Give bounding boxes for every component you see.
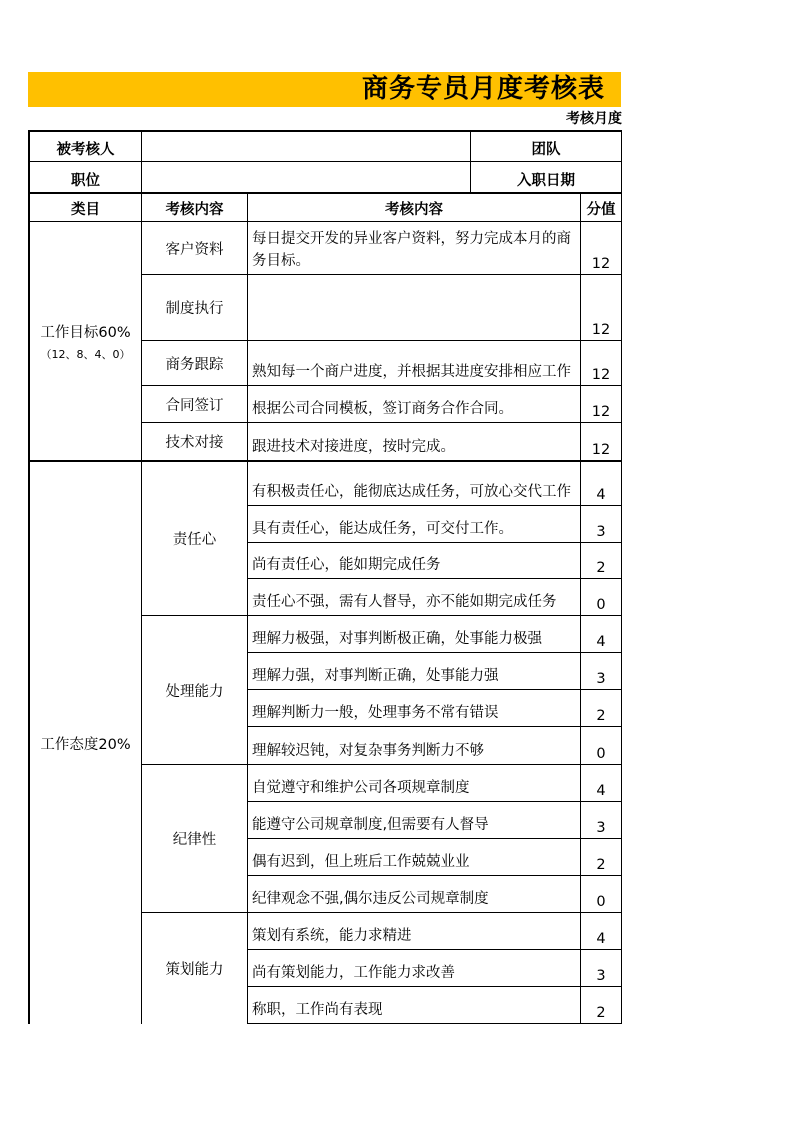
page-title: 商务专员月度考核表 [361, 74, 605, 104]
score-value: 12 [580, 274, 622, 341]
score-value: 0 [580, 726, 622, 765]
score-value: 3 [580, 949, 622, 987]
criteria-text: 理解较迟钝，对复杂事务判断力不够 [247, 726, 581, 765]
criteria-text: 责任心不强，需有人督导，亦不能如期完成任务 [247, 578, 581, 616]
criteria-text: 理解判断力一般，处理事务不常有错误 [247, 689, 581, 727]
score-value: 4 [580, 912, 622, 950]
criteria-text: 尚有策划能力，工作能力求改善 [247, 949, 581, 987]
sub-item-label: 制度执行 [141, 274, 248, 341]
position-field[interactable] [141, 161, 471, 193]
sub-item-label: 责任心 [141, 460, 248, 616]
sub-item-label: 纪律性 [141, 764, 248, 913]
join-date-label: 入职日期 [470, 161, 622, 193]
score-value: 4 [580, 764, 622, 802]
score-value: 3 [580, 652, 622, 690]
score-value: 0 [580, 578, 622, 616]
score-value: 12 [580, 422, 622, 461]
category-label: 工作目标60% [40, 324, 131, 341]
score-value: 12 [580, 340, 622, 386]
score-value: 2 [580, 986, 622, 1024]
criteria-text: 自觉遵守和维护公司各项规章制度 [247, 764, 581, 802]
criteria-text [247, 274, 581, 341]
header-content: 考核内容 [247, 192, 581, 222]
title-bar [28, 72, 621, 107]
header-score: 分值 [580, 192, 622, 222]
position-label: 职位 [28, 161, 142, 193]
month-label: 考核月度 [566, 111, 622, 127]
score-value: 4 [580, 460, 622, 506]
criteria-text: 熟知每一个商户进度，并根据其进度安排相应工作 [247, 340, 581, 386]
header-category: 类目 [28, 192, 142, 222]
criteria-text: 具有责任心，能达成任务，可交付工作。 [247, 505, 581, 543]
criteria-text: 跟进技术对接进度，按时完成。 [247, 422, 581, 461]
criteria-text: 能遵守公司规章制度,但需要有人督导 [247, 801, 581, 839]
name-field[interactable] [141, 130, 471, 162]
category-cell [28, 460, 142, 1024]
sub-item-label: 商务跟踪 [141, 340, 248, 386]
category-note: （12、8、4、0） [40, 347, 131, 361]
sub-item-label: 客户资料 [141, 221, 248, 275]
score-value: 0 [580, 875, 622, 913]
team-label: 团队 [470, 130, 622, 162]
criteria-text: 每日提交开发的异业客户资料，努力完成本月的商务目标。 [247, 221, 581, 275]
name-label: 被考核人 [28, 130, 142, 162]
criteria-text: 称职，工作尚有表现 [247, 986, 581, 1024]
sub-item-label: 合同签订 [141, 385, 248, 423]
criteria-text: 根据公司合同模板，签订商务合作合同。 [247, 385, 581, 423]
criteria-text: 理解力极强，对事判断极正确，处事能力极强 [247, 615, 581, 653]
criteria-text: 尚有责任心，能如期完成任务 [247, 542, 581, 579]
score-value: 4 [580, 615, 622, 653]
sub-item-label: 技术对接 [141, 422, 248, 461]
category-cell [28, 221, 142, 461]
header-sub: 考核内容 [141, 192, 248, 222]
criteria-text: 策划有系统，能力求精进 [247, 912, 581, 950]
sub-item-label: 策划能力 [141, 912, 248, 1024]
score-value: 2 [580, 542, 622, 579]
score-value: 3 [580, 505, 622, 543]
category-label: 工作态度20% [40, 736, 131, 753]
criteria-text: 纪律观念不强,偶尔违反公司规章制度 [247, 875, 581, 913]
score-value: 12 [580, 385, 622, 423]
score-value: 2 [580, 838, 622, 876]
criteria-text: 偶有迟到，但上班后工作兢兢业业 [247, 838, 581, 876]
criteria-text: 有积极责任心，能彻底达成任务，可放心交代工作 [247, 460, 581, 506]
score-value: 12 [580, 221, 622, 275]
score-value: 2 [580, 689, 622, 727]
criteria-text: 理解力强，对事判断正确，处事能力强 [247, 652, 581, 690]
sub-item-label: 处理能力 [141, 615, 248, 765]
score-value: 3 [580, 801, 622, 839]
